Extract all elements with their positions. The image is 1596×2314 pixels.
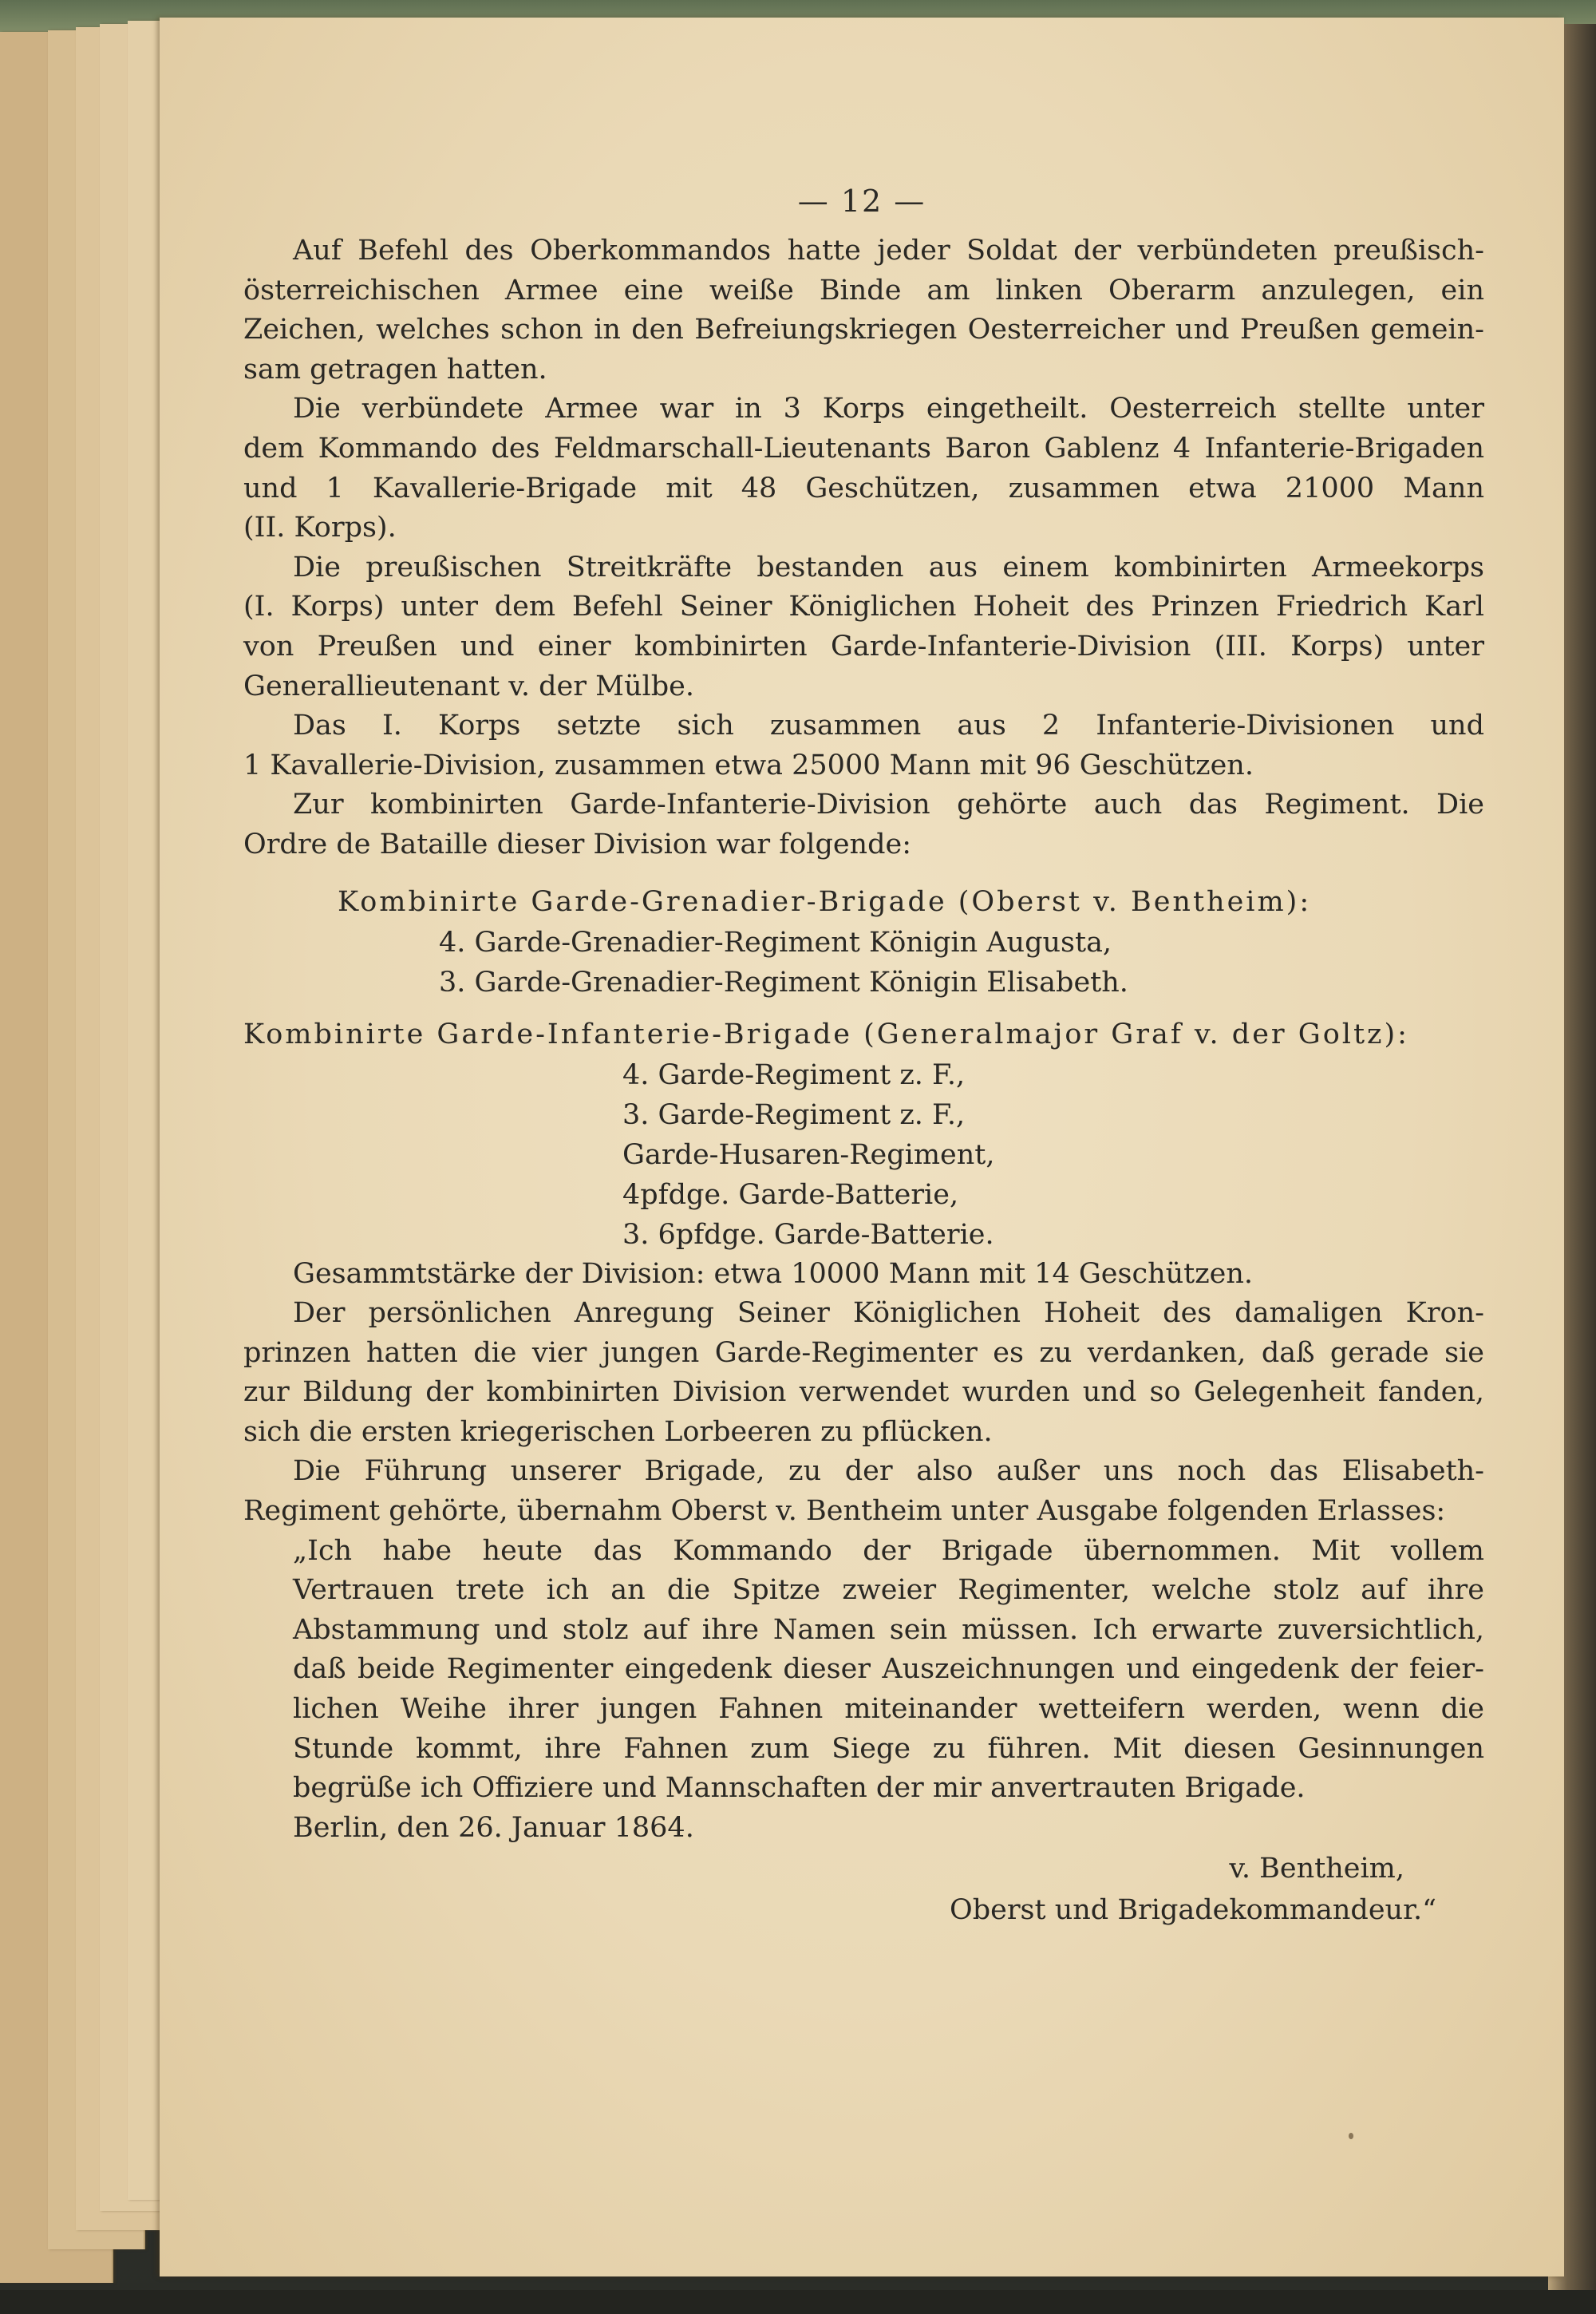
text-line: Die verbündete Armee war in 3 Korps eingetheilt. Oesterreich stellte unter <box>293 393 1484 425</box>
page-text <box>243 231 1484 1931</box>
quote-line: Stunde kommt, ihre Fahnen zum Siege zu führen. Mit diesen Gesinnungen <box>293 1732 1484 1765</box>
text-line: Gesammtstärke der Division: etwa 10000 Mann mit 14 Geschützen. <box>293 1257 1254 1290</box>
text-line: 1 Kavallerie-Division, zusammen etwa 25000 Mann mit 96 Geschützen. <box>243 749 1254 781</box>
text-line: zur Bildung der kombinirten Division verwendet wurden und so Gelegenheit fanden, <box>243 1376 1484 1409</box>
brigade-item: 4. Garde-Regiment z. F., <box>622 1058 966 1091</box>
text-line: Die preußischen Streitkräfte bestanden aus einem kombinirten Armeekorps <box>293 551 1484 583</box>
paragraphs-block-1 <box>243 231 1484 865</box>
quote-line: Vertrauen trete ich an die Spitze zweier Regimenter, welche stolz auf ihre <box>293 1574 1484 1607</box>
quote-line: begrüße ich Offiziere und Mannschaften der mir anvertrauten Brigade. <box>293 1772 1306 1805</box>
paragraphs-block-2 <box>243 1294 1484 1532</box>
text-line: sich die ersten kriegerischen Lorbeeren zu pflücken. <box>243 1415 993 1448</box>
paragraph <box>243 785 1484 864</box>
paragraph <box>243 231 1484 390</box>
quote-line: Abstammung und stolz auf ihre Namen sein müssen. Ich erwarte zuversichtlich, <box>293 1613 1484 1646</box>
brigade-item: 3. Garde-Grenadier-Regiment Königin Elisabeth. <box>439 966 1128 999</box>
paragraph <box>243 1452 1484 1531</box>
dateline <box>243 1809 1484 1849</box>
brigade-item: Garde-Husaren-Regiment, <box>622 1138 995 1171</box>
text-line: und 1 Kavallerie-Brigade mit 48 Geschützen, zusammen etwa 21000 Mann <box>243 472 1484 504</box>
signature-title: Oberst und Brigadekommandeur.“ <box>950 1894 1436 1927</box>
text-line: Auf Befehl des Oberkommandos hatte jeder Soldat der verbündeten preußisch- <box>293 235 1484 267</box>
division-total <box>243 1255 1484 1295</box>
text-line: sam getragen hatten. <box>243 353 547 386</box>
brigade-item: 3. Garde-Regiment z. F., <box>622 1098 966 1131</box>
brigade-item: 4. Garde-Grenadier-Regiment Königin Augusta, <box>439 926 1112 959</box>
paragraph <box>243 548 1484 706</box>
paragraph <box>243 1294 1484 1452</box>
text-line: prinzen hatten die vier jungen Garde-Regimenter es zu verdanken, daß gerade sie <box>243 1336 1484 1369</box>
brigade-heading-infanterie: Kombinirte Garde-Infanterie-Brigade (Generalmajor Graf v. der Goltz): <box>243 1018 1409 1050</box>
text-line: Der persönlichen Anregung Seiner Königlichen Hoheit des damaligen Kron- <box>293 1297 1484 1330</box>
page-number: — 12 — <box>797 184 926 219</box>
text-line: dem Kommando des Feldmarschall-Lieutenants Baron Gablenz 4 Infanterie-Brigaden <box>243 432 1484 465</box>
brigade-item: 3. 6pfdge. Garde-Batterie. <box>622 1218 994 1251</box>
text-line: Berlin, den 26. Januar 1864. <box>293 1811 694 1844</box>
text-line: Das I. Korps setzte sich zusammen aus 2 Infanterie-Divisionen und <box>293 710 1484 742</box>
text-line: Die Führung unserer Brigade, zu der also außer uns noch das Elisabeth- <box>293 1455 1484 1488</box>
paragraph <box>243 706 1484 785</box>
ink-spot <box>1349 2133 1353 2139</box>
signature-name: v. Bentheim, <box>1229 1853 1404 1885</box>
paragraph <box>243 390 1484 548</box>
decree-quote <box>243 1532 1484 1809</box>
text-line: Regiment gehörte, übernahm Oberst v. Bentheim unter Ausgabe folgenden Erlasses: <box>243 1495 1446 1528</box>
quote-line: „Ich habe heute das Kommando der Brigade übernommen. Mit vollem <box>293 1534 1484 1567</box>
brigade-item: 4pfdge. Garde-Batterie, <box>622 1178 959 1211</box>
quote-line: daß beide Regimenter eingedenk dieser Auszeichnungen und eingedenk der feier- <box>293 1653 1484 1686</box>
text-line: Ordre de Bataille dieser Division war folgende: <box>243 828 912 860</box>
text-line: (I. Korps) unter dem Befehl Seiner Königlichen Hoheit des Prinzen Friedrich Karl <box>243 591 1484 623</box>
text-line: von Preußen und einer kombinirten Garde-Infanterie-Division (III. Korps) unter <box>243 630 1484 663</box>
background-strip <box>0 2290 1596 2314</box>
text-line: (II. Korps). <box>243 512 397 544</box>
quote-line: lichen Weihe ihrer jungen Fahnen miteinander wetteifern werden, wenn die <box>293 1693 1484 1726</box>
text-line: Zur kombinirten Garde-Infanterie-Division gehörte auch das Regiment. Die <box>293 789 1484 821</box>
brigade-heading-grenadier: Kombinirte Garde-Grenadier-Brigade (Oberst v. Bentheim): <box>338 885 1312 918</box>
text-line: Zeichen, welches schon in den Befreiungskriegen Oesterreicher und Preußen gemein- <box>243 314 1484 346</box>
text-line: Generallieutenant v. der Mülbe. <box>243 670 694 702</box>
text-line: österreichischen Armee eine weiße Binde am linken Oberarm anzulegen, ein <box>243 274 1484 307</box>
